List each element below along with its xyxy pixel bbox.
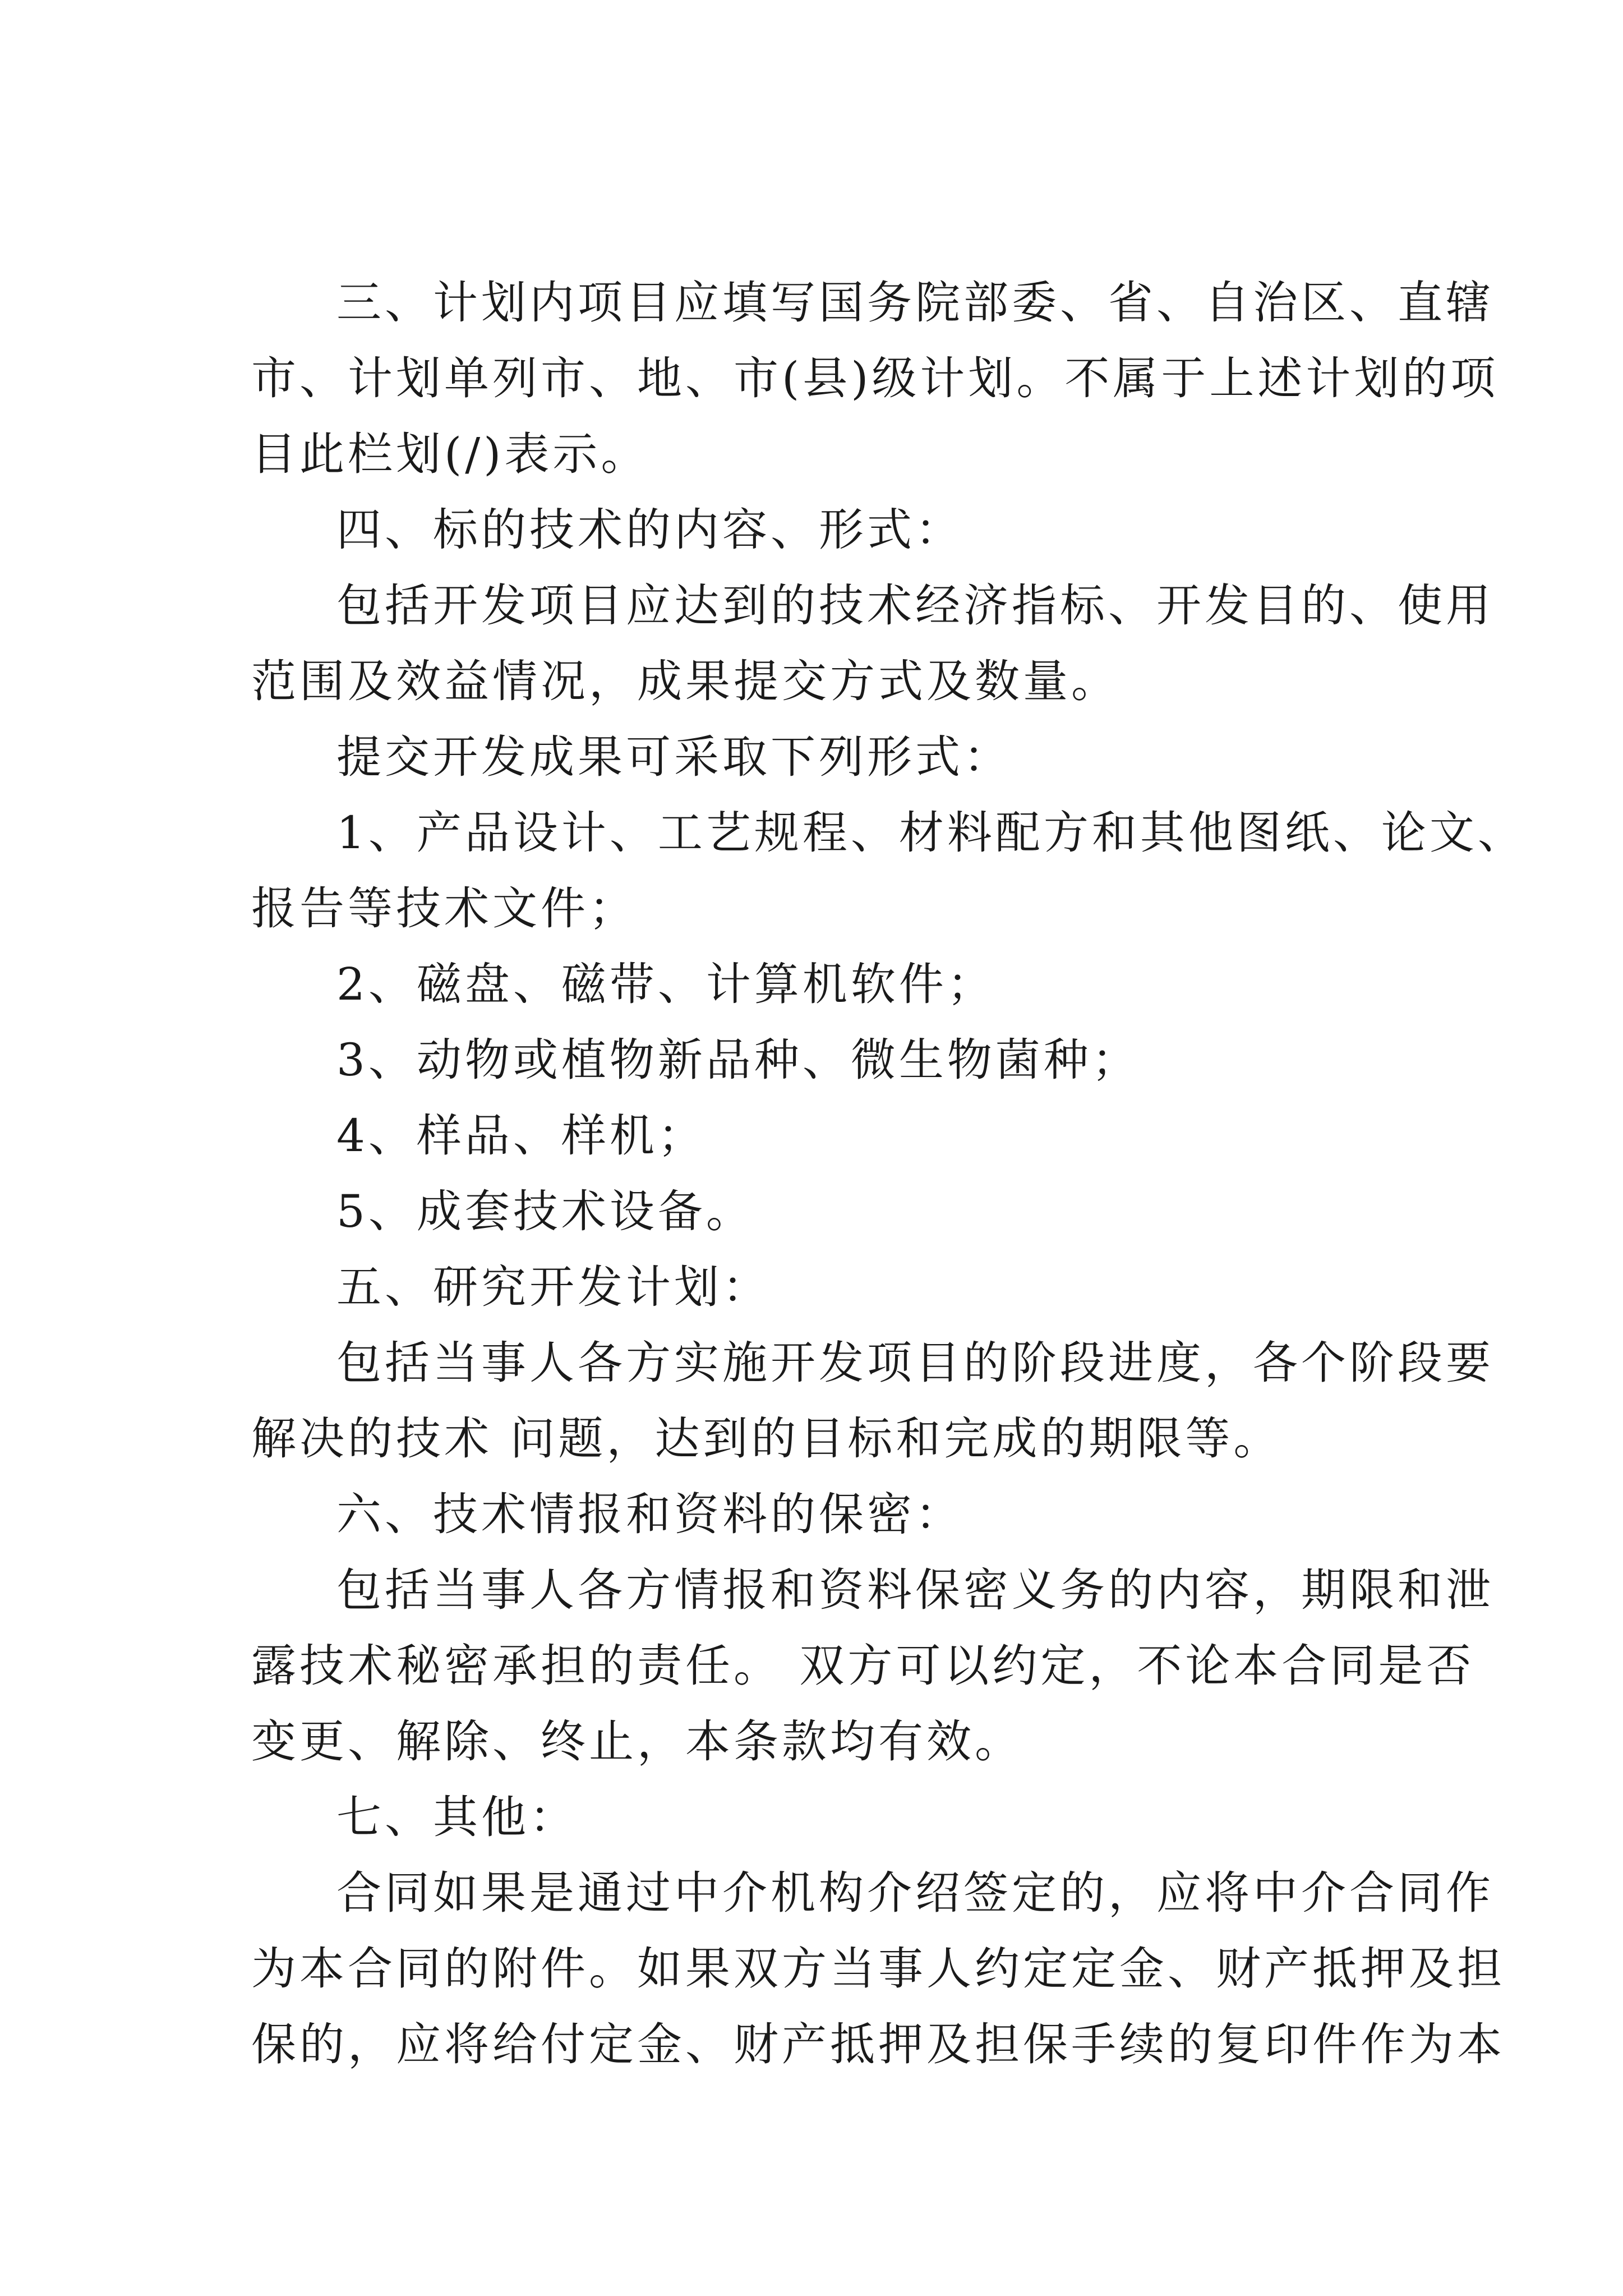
text-line-10: 2、磁盘、磁带、计算机软件； [336,958,995,1010]
text-line-7: 提交开发成果可采取下列形式： [336,731,1012,783]
text-line-1: 三、计划内项目应填写国务院部委、省、自治区、直辖 [336,277,1494,329]
text-line-3: 目此栏划(/)表示。 [251,428,649,480]
text-line-17: 六、技术情报和资料的保密： [336,1488,963,1540]
text-line-12: 4、样品、样机； [336,1110,706,1162]
text-line-20: 变更、解除、终止，本条款均有效。 [251,1715,1023,1768]
text-line-19: 露技术秘密承担的责任。 双方可以约定，不论本合同是否 [251,1640,1475,1692]
text-line-24: 保的，应将给付定金、财产抵押及担保手续的复印件作为本 [251,2018,1505,2070]
text-line-6: 范围及效益情况，成果提交方式及数量。 [251,655,1119,707]
text-line-11: 3、动物或植物新品种、微生物菌种； [336,1034,1140,1086]
text-line-14: 五、研究开发计划： [336,1261,771,1313]
text-line-4: 四、标的技术的内容、形式： [336,504,963,556]
text-line-2: 市、计划单列市、地、市(县)级计划。不属于上述计划的项 [251,352,1499,404]
text-line-8: 1、产品设计、工艺规程、材料配方和其他图纸、论文、 [336,807,1526,859]
text-line-5: 包括开发项目应达到的技术经济指标、开发目的、使用 [336,579,1494,632]
text-line-21: 七、其他： [336,1791,578,1843]
text-line-9: 报告等技术文件； [251,882,637,935]
text-line-15: 包括当事人各方实施开发项目的阶段进度，各个阶段要 [336,1337,1494,1389]
text-line-23: 为本合同的附件。如果双方当事人约定定金、财产抵押及担 [251,1943,1505,1995]
text-line-13: 5、成套技术设备。 [336,1185,754,1237]
text-line-16: 解决的技术 问题，达到的目标和完成的期限等。 [251,1412,1282,1465]
text-line-22: 合同如果是通过中介机构介绍签定的，应将中介合同作 [336,1867,1494,1919]
text-line-18: 包括当事人各方情报和资料保密义务的内容，期限和泄 [336,1564,1494,1616]
